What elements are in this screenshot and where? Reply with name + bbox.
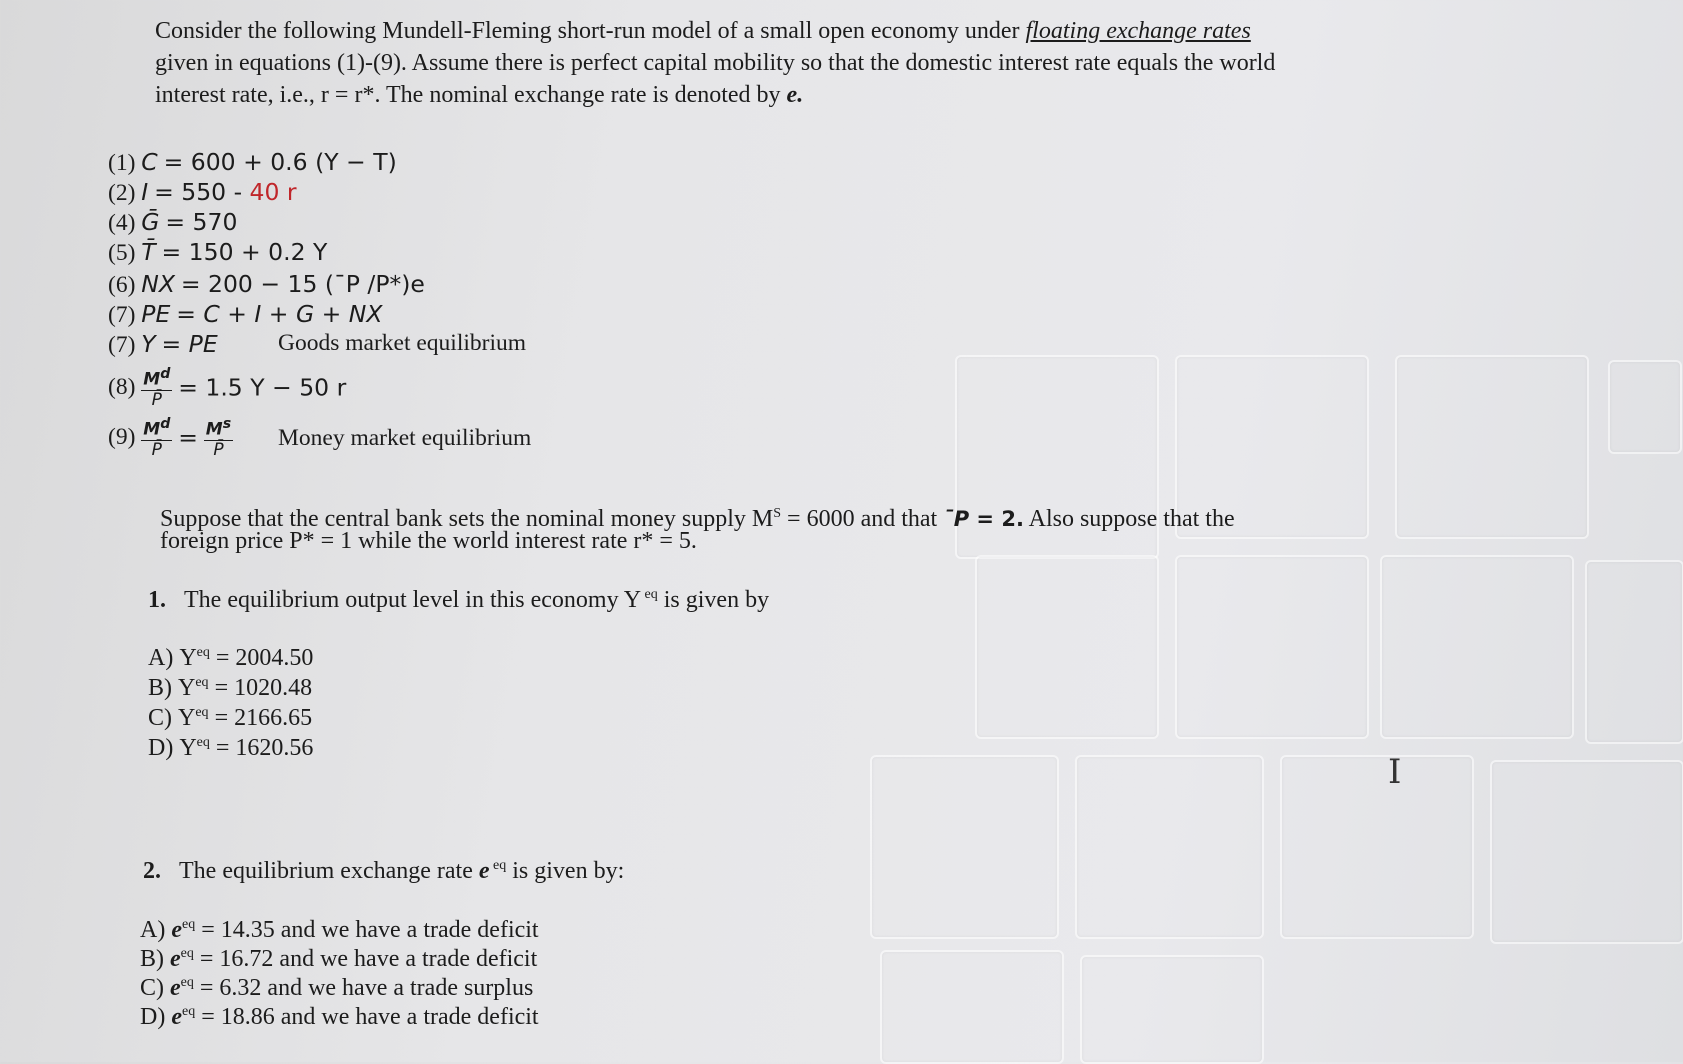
equation-6 bbox=[108, 270, 425, 299]
question-1-option-a[interactable] bbox=[148, 645, 313, 672]
frac-denominator: P̄ bbox=[213, 439, 224, 460]
eq-number: (1) bbox=[108, 150, 136, 176]
eq-number: (9) bbox=[108, 423, 136, 450]
question-1-option-c[interactable] bbox=[148, 705, 312, 732]
question-sup: eq bbox=[489, 858, 507, 873]
frac-numerator: M bbox=[205, 419, 223, 440]
eq-rhs-highlight: 40 r bbox=[249, 178, 297, 206]
option-value: = 1620.56 bbox=[209, 735, 314, 761]
equation-2 bbox=[108, 178, 297, 207]
eq-lhs: Y bbox=[141, 330, 156, 358]
question-2-option-a[interactable] bbox=[140, 917, 539, 944]
option-sup: eq bbox=[196, 735, 210, 750]
price-level-var: ¯P bbox=[943, 507, 970, 531]
intro-text: interest rate, i.e., r = r*. The nominal exchange rate is denoted by bbox=[155, 82, 787, 108]
intro-line-1 bbox=[155, 16, 1251, 47]
assumption-text: = 6000 and that bbox=[781, 506, 944, 532]
eq-label: Goods market equilibrium bbox=[278, 330, 527, 356]
question-text: is given by: bbox=[506, 858, 625, 884]
option-letter: B) bbox=[140, 946, 164, 972]
option-var: Y bbox=[179, 645, 197, 671]
eq-rhs: = PE bbox=[161, 330, 218, 358]
option-var: e bbox=[170, 946, 181, 972]
option-sup: eq bbox=[195, 705, 209, 720]
eq-label: Money market equilibrium bbox=[278, 425, 532, 451]
option-letter: C) bbox=[140, 975, 164, 1001]
question-1-option-b[interactable] bbox=[148, 675, 312, 702]
eq-rhs: = 600 + 0.6 (Y − T) bbox=[163, 148, 397, 176]
option-var: Y bbox=[179, 735, 197, 761]
frac-numerator: M bbox=[143, 369, 161, 390]
option-value: = 14.35 and we have a trade deficit bbox=[195, 917, 539, 943]
eq-lhs: NX bbox=[141, 270, 175, 298]
question-1-prompt bbox=[148, 587, 769, 614]
frac-numerator: M bbox=[143, 419, 161, 440]
frac-denominator: P̄ bbox=[151, 389, 162, 410]
eq-number: (7) bbox=[108, 302, 136, 328]
floating-exchange-rates-text: floating exchange rates bbox=[1025, 18, 1251, 44]
eq-rhs: = 1.5 Y − 50 r bbox=[178, 373, 347, 402]
question-var: e bbox=[478, 858, 490, 884]
question-2-option-d[interactable] bbox=[140, 1004, 539, 1031]
money-demand-fraction bbox=[141, 365, 172, 410]
option-var: e bbox=[170, 975, 181, 1001]
eq-rhs: = 150 + 0.2 Y bbox=[161, 238, 328, 266]
eq-lhs: T̄ bbox=[141, 238, 156, 266]
option-sup: eq bbox=[195, 675, 209, 690]
equation-8 bbox=[108, 365, 346, 410]
eq-lhs: I bbox=[141, 178, 149, 206]
eq-rhs: = 200 − 15 (¯P /P*)e bbox=[180, 270, 425, 298]
frac-sup: s bbox=[222, 416, 232, 432]
option-value: = 1020.48 bbox=[208, 675, 313, 701]
eq-rhs: = 550 - bbox=[154, 178, 250, 206]
option-var: Y bbox=[178, 675, 196, 701]
option-var: e bbox=[171, 1004, 182, 1030]
option-letter: D) bbox=[148, 735, 174, 761]
option-sup: eq bbox=[196, 645, 210, 660]
option-sup: eq bbox=[181, 1004, 196, 1019]
equation-7a bbox=[108, 300, 382, 329]
question-text: is given by bbox=[657, 587, 770, 613]
option-var: e bbox=[171, 917, 182, 943]
intro-line-2: given in equations (1)-(9). Assume there is perfect capital mobility so that the domestic interest rate equals the world bbox=[155, 50, 1276, 76]
eq-lhs: PE bbox=[141, 300, 171, 328]
eq-number: (2) bbox=[108, 180, 136, 206]
eq-number: (7) bbox=[108, 332, 136, 358]
option-sup: eq bbox=[181, 917, 196, 932]
question-number: 2. bbox=[143, 858, 161, 884]
frac-denominator: P̄ bbox=[151, 439, 162, 460]
assumption-text: Suppose that the central bank sets the nominal money supply M bbox=[160, 506, 774, 532]
equation-9 bbox=[108, 415, 532, 460]
equation-4 bbox=[108, 208, 237, 237]
option-letter: A) bbox=[140, 917, 166, 943]
question-2-option-c[interactable] bbox=[140, 975, 533, 1002]
question-text: The equilibrium exchange rate bbox=[179, 858, 479, 884]
eq-equals: = bbox=[178, 423, 198, 452]
option-letter: B) bbox=[148, 675, 172, 701]
question-text: The equilibrium output level in this economy Y bbox=[184, 587, 642, 613]
money-supply-fraction bbox=[204, 415, 233, 460]
assumption-line-2: foreign price P* = 1 while the world interest rate r* = 5. bbox=[160, 528, 697, 554]
exchange-rate-var: e. bbox=[786, 82, 804, 108]
equation-1 bbox=[108, 148, 397, 177]
option-value: = 6.32 and we have a trade surplus bbox=[193, 975, 534, 1001]
text-cursor-icon: I bbox=[1388, 752, 1402, 792]
option-var: Y bbox=[178, 705, 196, 731]
question-number: 1. bbox=[148, 587, 166, 613]
eq-lhs: C bbox=[141, 148, 158, 176]
eq-number: (6) bbox=[108, 272, 136, 298]
question-2-prompt bbox=[143, 858, 624, 885]
equation-7b bbox=[108, 330, 527, 359]
frac-sup: d bbox=[160, 416, 171, 432]
frac-sup: d bbox=[160, 366, 171, 382]
option-letter: A) bbox=[148, 645, 174, 671]
option-letter: D) bbox=[140, 1004, 166, 1030]
eq-rhs: = 570 bbox=[165, 208, 238, 236]
intro-text: Consider the following Mundell-Fleming short-run model of a small open economy under bbox=[155, 18, 1026, 44]
option-sup: eq bbox=[180, 975, 194, 990]
eq-number: (8) bbox=[108, 373, 136, 400]
eq-number: (4) bbox=[108, 210, 136, 236]
question-2-option-b[interactable] bbox=[140, 946, 537, 973]
option-letter: C) bbox=[148, 705, 172, 731]
assumption-text: Also suppose that the bbox=[1023, 506, 1235, 532]
option-value: = 16.72 and we have a trade deficit bbox=[193, 946, 538, 972]
option-value: = 18.86 and we have a trade deficit bbox=[195, 1004, 539, 1030]
option-value: = 2004.50 bbox=[209, 645, 314, 671]
price-level-value: = 2. bbox=[969, 507, 1024, 531]
option-value: = 2166.65 bbox=[208, 705, 313, 731]
money-demand-fraction bbox=[141, 415, 172, 460]
assumption-sup: S bbox=[773, 506, 782, 521]
eq-lhs: Ḡ bbox=[141, 208, 160, 236]
eq-rhs: = C + I + G + NX bbox=[176, 300, 383, 328]
intro-line-3 bbox=[155, 80, 803, 111]
eq-number: (5) bbox=[108, 240, 136, 266]
question-sup: eq bbox=[641, 587, 658, 602]
option-sup: eq bbox=[180, 946, 194, 961]
equation-5 bbox=[108, 238, 327, 267]
question-1-option-d[interactable] bbox=[148, 735, 313, 762]
